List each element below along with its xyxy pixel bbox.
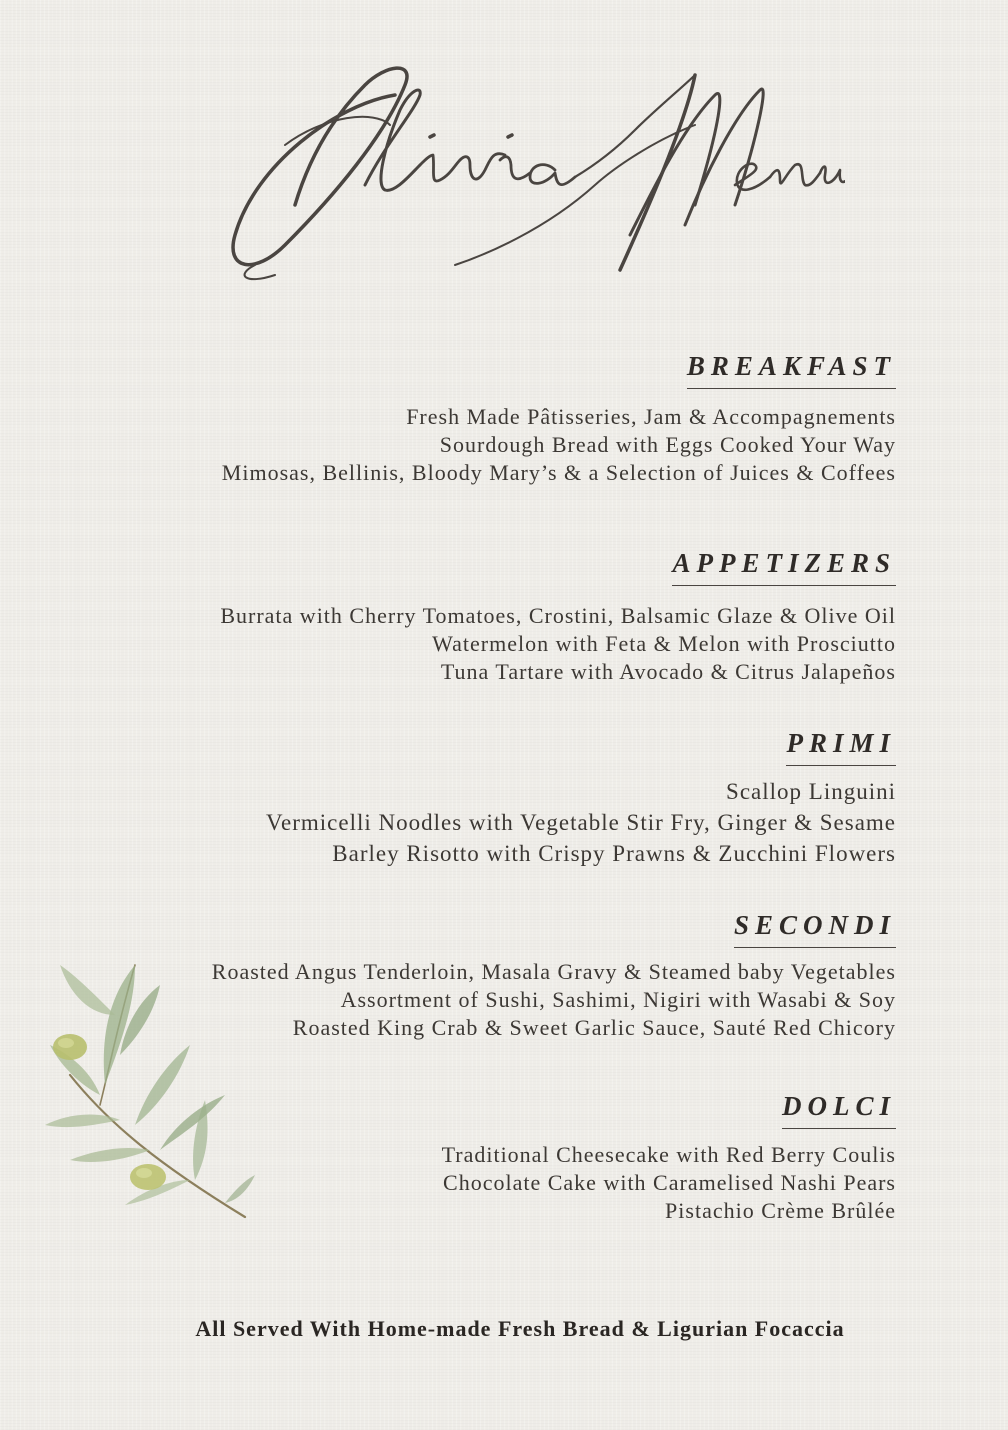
- section-heading-breakfast: BREAKFAST: [687, 352, 896, 389]
- menu-item: Tuna Tartare with Avocado & Citrus Jalapeños: [440, 658, 896, 684]
- section-breakfast: [222, 352, 896, 487]
- section-dolci: [442, 1092, 896, 1225]
- menu-item: Burrata with Cherry Tomatoes, Crostini, Balsamic Glaze & Olive Oil: [220, 602, 896, 628]
- section-heading-primi: PRIMI: [786, 729, 896, 766]
- menu-item: Watermelon with Feta & Melon with Prosciutto: [432, 630, 896, 656]
- menu-footer-note: All Served With Home-made Fresh Bread & Ligurian Focaccia: [195, 1316, 845, 1341]
- menu-item: Chocolate Cake with Caramelised Nashi Pears: [443, 1169, 896, 1195]
- olive-branch-icon: [40, 955, 260, 1225]
- section-secondi: [212, 911, 896, 1042]
- section-appetizers: [220, 549, 896, 686]
- section-items-breakfast: [222, 403, 896, 487]
- section-primi: [266, 729, 896, 869]
- menu-item: Mimosas, Bellinis, Bloody Mary’s & a Selection of Juices & Coffees: [221, 459, 896, 485]
- section-items-primi: [266, 776, 896, 869]
- menu-item: Roasted Angus Tenderloin, Masala Gravy & Steamed baby Vegetables: [211, 958, 896, 984]
- menu-item: Scallop Linguini: [726, 778, 896, 804]
- section-heading-dolci: DOLCI: [782, 1092, 896, 1129]
- menu-item: Roasted King Crab & Sweet Garlic Sauce, Sauté Red Chicory: [292, 1014, 896, 1040]
- olive-branch-illustration: [40, 955, 260, 1225]
- section-heading-appetizers: APPETIZERS: [672, 549, 896, 586]
- menu-item: Vermicelli Noodles with Vegetable Stir Fry, Ginger & Sesame: [265, 809, 896, 835]
- menu-title: [215, 55, 845, 285]
- menu-item: Pistachio Crème Brûlée: [665, 1197, 896, 1223]
- menu-item: Fresh Made Pâtisseries, Jam & Accompagnements: [406, 403, 896, 429]
- menu-item: Sourdough Bread with Eggs Cooked Your Way: [439, 431, 896, 457]
- section-items-dolci: [442, 1141, 896, 1225]
- menu-title-script: [215, 55, 845, 285]
- menu-item: Traditional Cheesecake with Red Berry Coulis: [441, 1141, 896, 1167]
- section-items-appetizers: [220, 602, 896, 686]
- section-heading-secondi: SECONDI: [734, 911, 896, 948]
- menu-item: Assortment of Sushi, Sashimi, Nigiri with Wasabi & Soy: [340, 986, 896, 1012]
- menu-item: Barley Risotto with Crispy Prawns & Zucchini Flowers: [332, 840, 896, 866]
- section-items-secondi: [212, 958, 896, 1042]
